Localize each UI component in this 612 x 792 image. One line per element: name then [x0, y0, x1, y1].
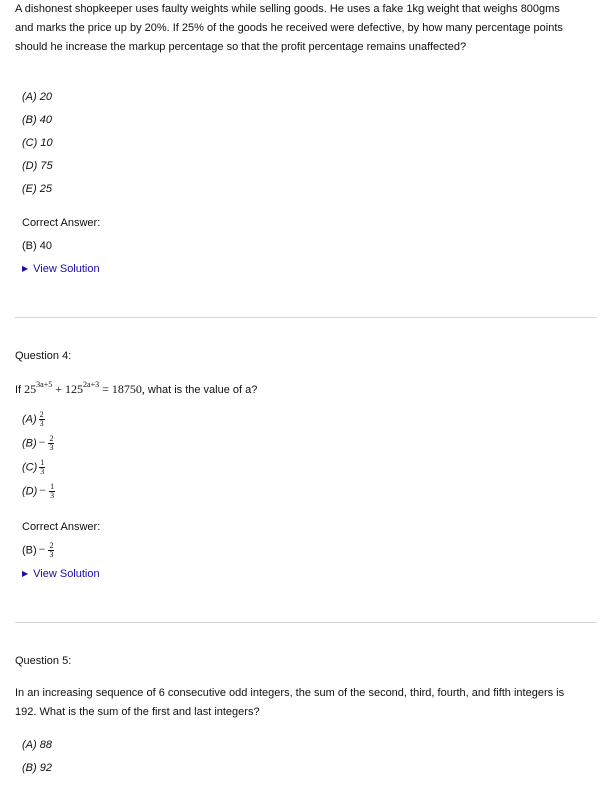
q4-option-c-fraction: $\frac{1}{3}$: [40, 458, 45, 476]
q4-base2: 125: [65, 382, 84, 396]
disclosure-triangle-icon: ▶: [22, 569, 29, 578]
q3-view-solution-label: View Solution: [33, 263, 100, 275]
question-5-heading: Question 5:: [15, 655, 72, 667]
q3-option-b: (B) 40: [22, 114, 52, 126]
q4-option-b: [22, 435, 54, 452]
q4-option-c-label: (C): [22, 461, 38, 474]
disclosure-triangle-icon: ▶: [22, 264, 29, 273]
q3-option-d: (D) 75: [22, 160, 53, 172]
q3-option-a: (A) 20: [22, 91, 52, 103]
q3-view-solution-toggle[interactable]: [22, 263, 100, 275]
q4-correct-sign: −: [38, 542, 46, 557]
q4-rhs: = 18750,: [99, 382, 145, 396]
question-5-text: In an increasing sequence of 6 consecutive odd integers, the sum of the second, third, fourth, and fifth integers is 192. What is the sum of the first and last integers?: [15, 687, 565, 718]
q3-option-e: (E) 25: [22, 183, 52, 195]
q4-base1: 25: [24, 382, 37, 396]
divider: [15, 317, 597, 318]
q4-correct-label: (B): [22, 544, 37, 557]
q4-option-d-fraction: $\frac{1}{3}$: [50, 482, 55, 500]
q4-view-solution-toggle[interactable]: [22, 568, 100, 580]
q4-text-prefix: If: [15, 384, 25, 396]
q5-option-a: (A) 88: [22, 739, 52, 751]
q4-exp2: 2a+3: [83, 380, 100, 389]
question-4-heading: Question 4:: [15, 350, 72, 362]
q4-text-suffix: what is the value of a?: [144, 384, 258, 396]
q4-option-a: [22, 411, 45, 428]
q4-option-b-label: (B): [22, 437, 37, 450]
question-4-text: [15, 381, 257, 397]
q4-option-c: [22, 459, 45, 476]
divider: [15, 622, 597, 623]
q4-view-solution-label: View Solution: [33, 568, 100, 580]
q4-option-a-label: (A): [22, 413, 37, 426]
q4-option-d: [22, 483, 55, 500]
q4-option-d-sign: −: [39, 483, 47, 498]
q4-option-b-fraction: $\frac{2}{3}$: [49, 434, 54, 452]
q4-correct-answer-value: [22, 542, 54, 559]
q3-option-c: (C) 10: [22, 137, 53, 149]
q4-option-d-label: (D): [22, 485, 38, 498]
q3-correct-answer-value: (B) 40: [22, 240, 52, 252]
q4-correct-answer-label: Correct Answer:: [22, 521, 101, 533]
q4-option-a-fraction: $\frac{2}{3}$: [39, 410, 44, 428]
q4-equation: [24, 382, 145, 396]
q4-correct-fraction: $\frac{2}{3}$: [49, 541, 54, 559]
q4-exp1: 3a+5: [36, 380, 53, 389]
q5-option-b: (B) 92: [22, 762, 52, 774]
q3-correct-answer-label: Correct Answer:: [22, 217, 101, 229]
q4-plus: +: [52, 382, 66, 396]
question-3-text: A dishonest shopkeeper uses faulty weights while selling goods. He uses a fake 1kg weight that weighs 800gms and marks the price up by 20%. If 25% of the goods he received were defective, by how many percentage points should he increase the markup percentage so that the profit percentage remains unaffected?: [15, 3, 563, 53]
q4-option-b-sign: −: [38, 435, 46, 450]
